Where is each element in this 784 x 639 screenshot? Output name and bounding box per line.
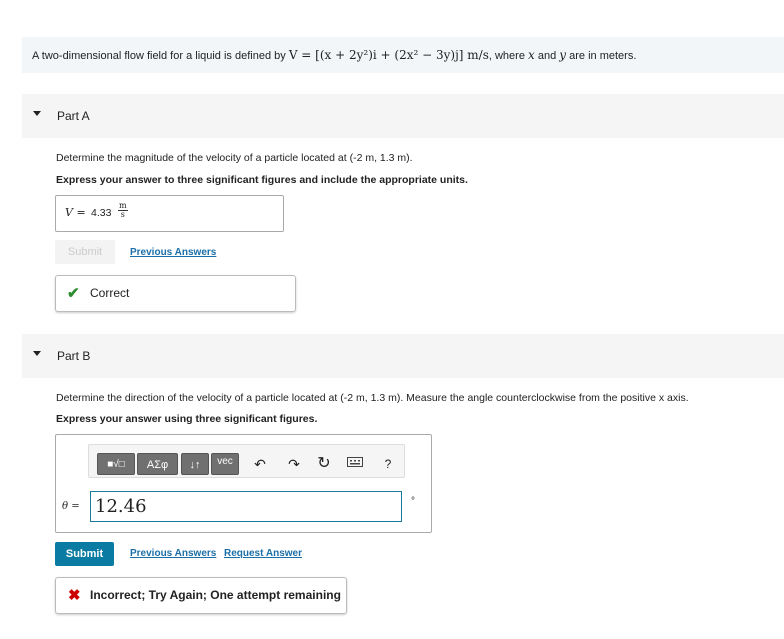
theta-label: θ =	[62, 501, 80, 512]
unit-numerator: m	[119, 201, 127, 210]
math-toolbar	[88, 444, 405, 478]
part-a-instruction: Express your answer to three significant figures and include the appropriate units.	[56, 174, 468, 186]
part-b-question: Determine the direction of the velocity of a particle located at (-2 m, 1.3 m). Measure the angle counterclockwise from the positive x axis.	[56, 392, 689, 404]
problem-and: and	[537, 50, 557, 62]
part-a-header[interactable]	[22, 94, 784, 138]
collapse-caret-icon[interactable]	[33, 111, 41, 116]
part-b-feedback	[55, 577, 347, 614]
problem-where: , where	[488, 50, 525, 62]
problem-formula: V = [(x + 2y²)i + (2x² − 3y)j] m/s	[288, 48, 489, 62]
answer-unit	[118, 202, 128, 219]
problem-units-note: are in meters.	[569, 50, 637, 62]
part-b-title: Part B	[57, 349, 91, 363]
answer-label: V =	[65, 206, 86, 219]
part-a-question: Determine the magnitude of the velocity of a particle located at (-2 m, 1.3 m).	[56, 152, 413, 164]
part-b-submit-button[interactable]: Submit	[55, 542, 114, 566]
angle-input[interactable]: 12.46	[90, 491, 402, 522]
part-a-title: Part A	[57, 109, 90, 123]
x-mark-icon: ✖	[68, 587, 81, 604]
redo-icon[interactable]: ↷	[288, 456, 300, 472]
part-a-previous-answers-link[interactable]: Previous Answers	[130, 247, 217, 258]
part-a-submit-button[interactable]: Submit	[55, 240, 115, 264]
templates-button[interactable]: ■√□	[97, 453, 135, 475]
feedback-text: Incorrect; Try Again; One attempt remaining	[90, 588, 341, 602]
part-b-math-editor	[55, 434, 432, 533]
feedback-text: Correct	[90, 286, 130, 300]
keyboard-icon[interactable]	[346, 454, 364, 474]
part-b-previous-answers-link[interactable]: Previous Answers	[130, 548, 217, 559]
part-b-instruction: Express your answer using three significant figures.	[56, 413, 318, 425]
check-icon: ✔	[67, 285, 80, 302]
part-a-answer-box[interactable]	[55, 195, 284, 232]
unit-denominator: s	[120, 210, 125, 219]
request-answer-link[interactable]: Request Answer	[224, 548, 302, 559]
greek-symbols-button[interactable]: ΑΣφ	[137, 453, 178, 475]
part-b-header[interactable]	[22, 334, 784, 378]
degree-unit: °	[411, 496, 415, 507]
undo-icon[interactable]: ↶	[254, 456, 266, 472]
help-icon[interactable]: ?	[384, 457, 392, 471]
problem-var-y: y	[559, 48, 567, 62]
answer-value: 4.33	[91, 207, 112, 219]
problem-intro: A two-dimensional flow field for a liquid is defined by	[32, 50, 286, 62]
problem-statement	[22, 37, 784, 73]
vector-button[interactable]: vec	[211, 453, 239, 475]
collapse-caret-icon[interactable]	[33, 351, 41, 356]
reset-icon[interactable]: ↻	[317, 455, 331, 472]
problem-var-x: x	[528, 48, 535, 62]
part-a-feedback	[55, 275, 296, 312]
arrows-button[interactable]: ↓↑	[181, 453, 209, 475]
